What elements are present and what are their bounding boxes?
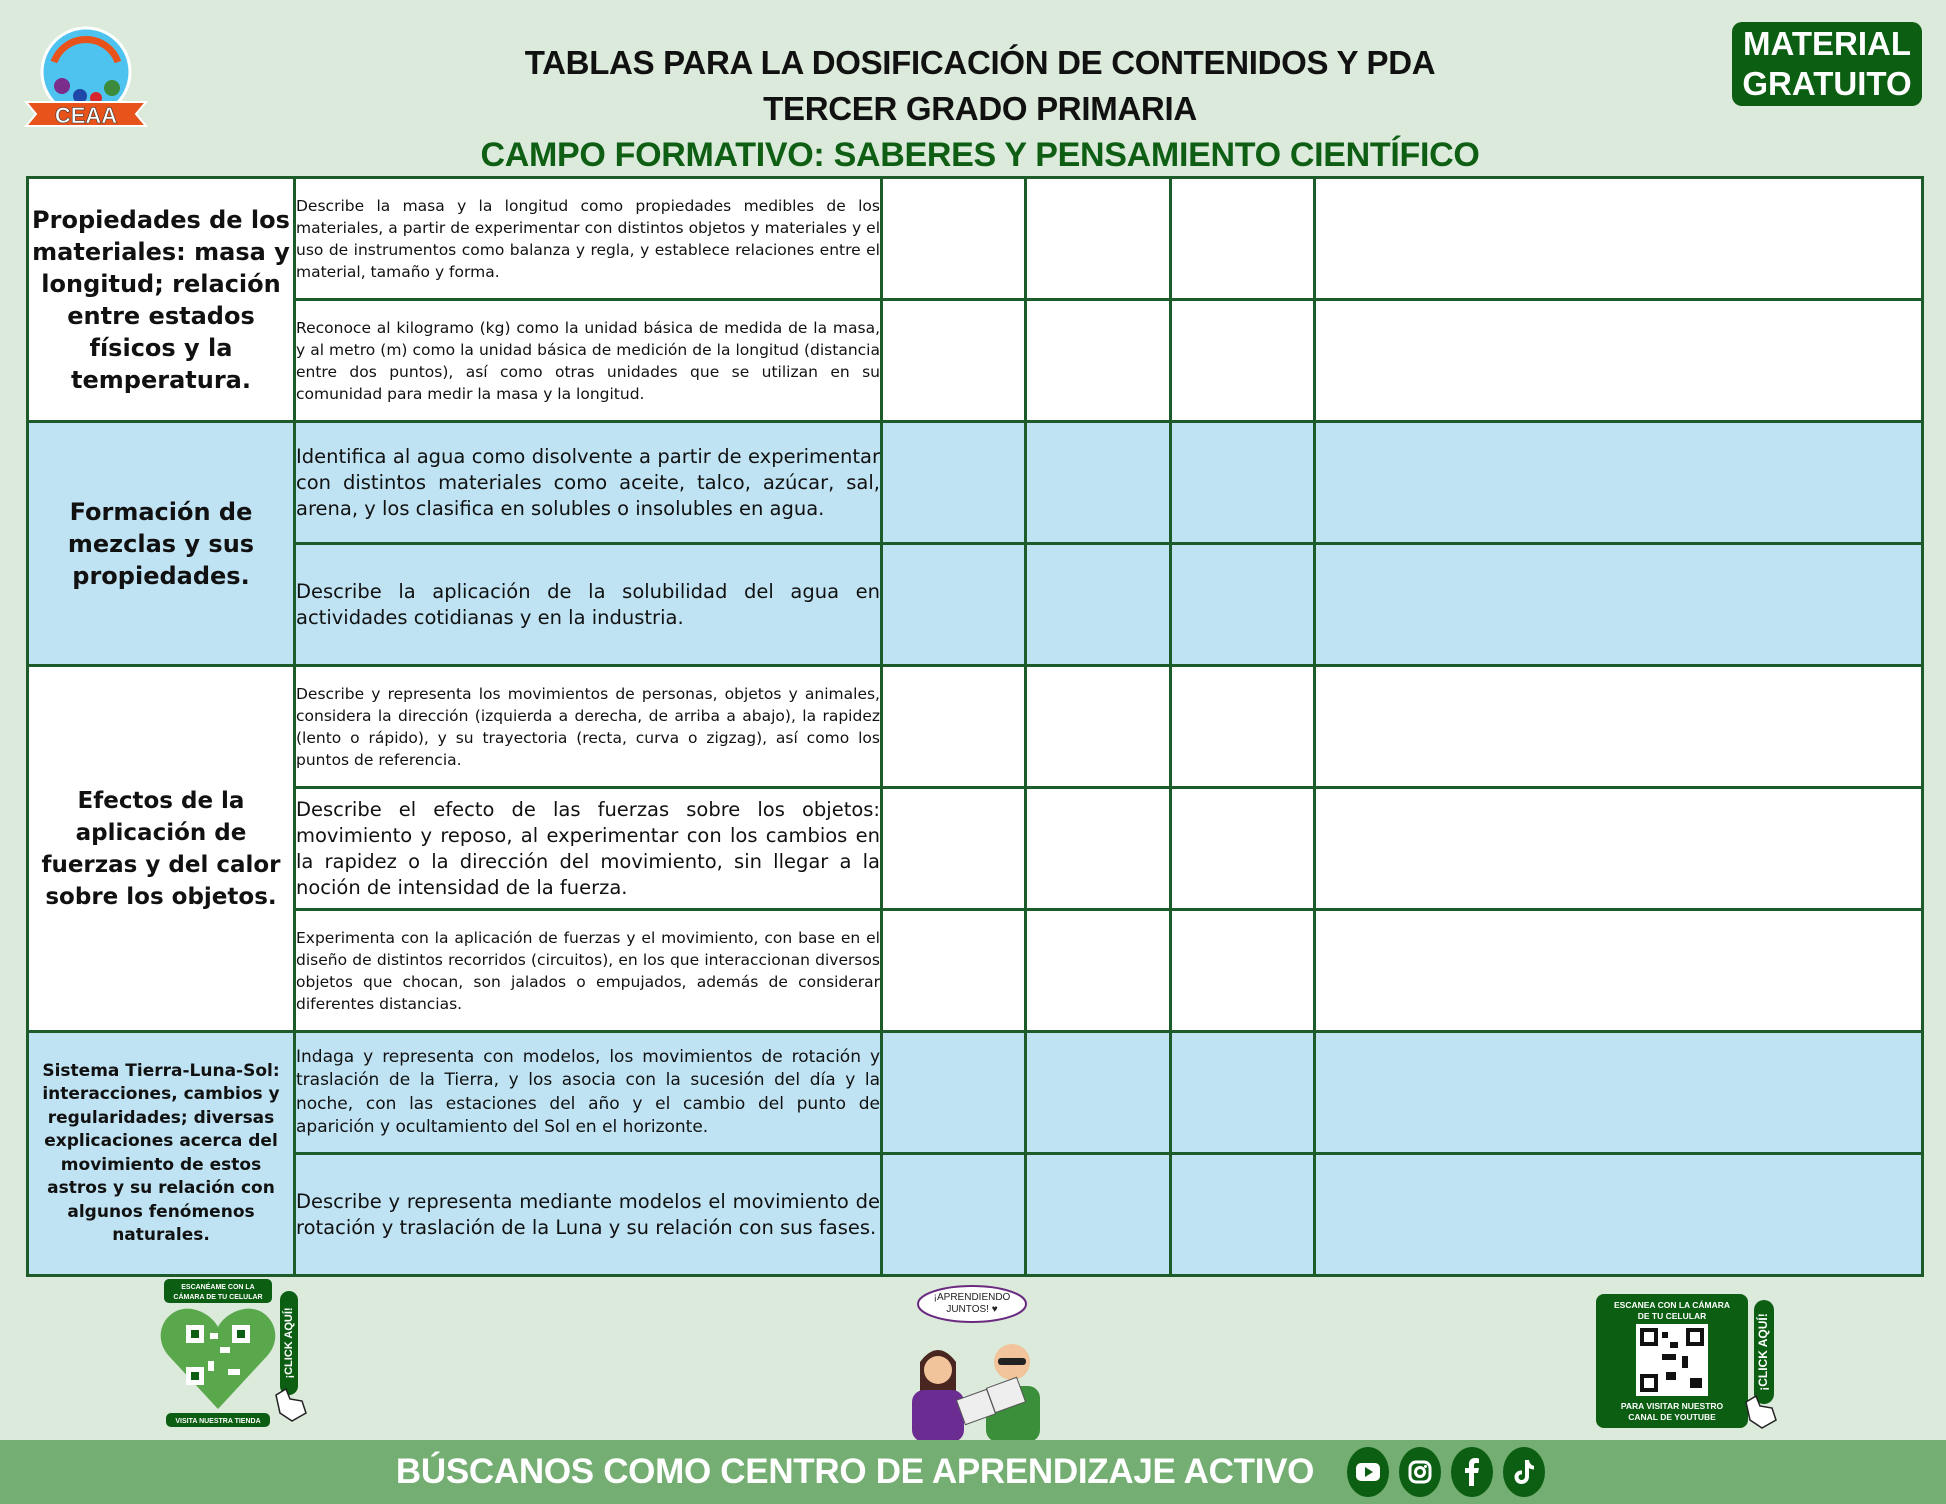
youtube-qr-promo[interactable]	[1596, 1290, 1786, 1430]
empty-cell[interactable]	[1171, 178, 1315, 300]
empty-cell[interactable]	[1315, 788, 1923, 910]
empty-cell[interactable]	[1026, 1032, 1171, 1154]
pda-cell: Describe y representa mediante modelos el movimiento de rotación y traslación de la Luna y su relación con sus fases.	[295, 1154, 882, 1276]
empty-cell[interactable]	[1171, 788, 1315, 910]
empty-cell[interactable]	[1026, 788, 1171, 910]
footer-bar	[0, 1440, 1946, 1504]
empty-cell[interactable]	[1315, 178, 1923, 300]
instagram-icon[interactable]	[1399, 1447, 1441, 1497]
svg-text:JUNTOS! ♥: JUNTOS! ♥	[946, 1304, 998, 1315]
store-qr-top-label: ESCANÉAME CON LA	[181, 1284, 255, 1291]
empty-cell[interactable]	[1315, 1032, 1923, 1154]
svg-text:PARA VISITAR NUESTRO: PARA VISITAR NUESTRO	[1620, 1401, 1724, 1411]
empty-cell[interactable]	[1171, 422, 1315, 544]
empty-cell[interactable]	[1171, 1032, 1315, 1154]
badge-line-2: GRATUITO	[1742, 65, 1912, 102]
topic-cell: Sistema Tierra-Luna-Sol: interacciones, cambios y regularidades; diversas explicaciones acerca del movimiento de estos astros y su relación con algunos fenómenos naturales.	[28, 1032, 295, 1276]
empty-cell[interactable]	[1171, 544, 1315, 666]
empty-cell[interactable]	[1171, 910, 1315, 1032]
table-row	[28, 422, 1923, 544]
topic-cell: Propiedades de los materiales: masa y longitud; relación entre estados físicos y la temperatura.	[28, 178, 295, 422]
empty-cell[interactable]	[1315, 910, 1923, 1032]
dosificacion-table	[26, 176, 1924, 1277]
empty-cell[interactable]	[1315, 1154, 1923, 1276]
empty-cell[interactable]	[1026, 544, 1171, 666]
empty-cell[interactable]	[1315, 544, 1923, 666]
ceaa-logo	[24, 22, 148, 132]
empty-cell[interactable]	[1026, 422, 1171, 544]
table-row	[28, 1032, 1923, 1154]
table-row	[28, 910, 1923, 1032]
empty-cell[interactable]	[882, 910, 1026, 1032]
pda-cell: Describe y representa los movimientos de personas, objetos y animales, considera la dirección (izquierda a derecha, de arriba a abajo), la rapidez (lento o rápido), y su trayectoria (recta, curva o zigzag), así como los puntos de referencia.	[295, 666, 882, 788]
youtube-icon[interactable]	[1347, 1447, 1389, 1497]
page-title-line-1: TABLAS PARA LA DOSIFICACIÓN DE CONTENIDOS Y PDA	[524, 44, 1436, 81]
empty-cell[interactable]	[882, 422, 1026, 544]
empty-cell[interactable]	[1026, 666, 1171, 788]
pda-cell: Reconoce al kilogramo (kg) como la unidad básica de medida de la masa, y al metro (m) como la unidad básica de medición de la longitud (distancia entre dos puntos), así como otras unidades que se utilizan en su comunidad para medir la masa y la longitud.	[295, 300, 882, 422]
empty-cell[interactable]	[882, 788, 1026, 910]
pda-cell: Identifica al agua como disolvente a partir de experimentar con distintos materiales como aceite, talco, azúcar, sal, arena, y los clasifica en solubles o insolubles en agua.	[295, 422, 882, 544]
table-row	[28, 1154, 1923, 1276]
logo-text: CEAA	[54, 103, 118, 128]
mascots-illustration	[890, 1282, 1070, 1442]
store-qr-bottom-label: VISITA NUESTRA TIENDA	[175, 1418, 261, 1425]
empty-cell[interactable]	[882, 178, 1026, 300]
svg-text:DE TU CELULAR: DE TU CELULAR	[1637, 1311, 1707, 1321]
empty-cell[interactable]	[1026, 1154, 1171, 1276]
topic-cell: Formación de mezclas y sus propiedades.	[28, 422, 295, 666]
empty-cell[interactable]	[1171, 300, 1315, 422]
empty-cell[interactable]	[1026, 300, 1171, 422]
empty-cell[interactable]	[882, 300, 1026, 422]
store-click-label: ¡CLICK AQUÍ!	[282, 1307, 295, 1379]
empty-cell[interactable]	[882, 1154, 1026, 1276]
svg-text:CÁMARA DE TU CELULAR: CÁMARA DE TU CELULAR	[173, 1294, 263, 1301]
pda-cell: Experimenta con la aplicación de fuerzas y el movimiento, con base en el diseño de distintos recorridos (circuitos), en los que interaccionan diversos objetos que chocan, son jalados o empujados, además de considerar diferentes distancias.	[295, 910, 882, 1032]
empty-cell[interactable]	[882, 666, 1026, 788]
svg-text:¡APRENDIENDO: ¡APRENDIENDO	[933, 1292, 1011, 1303]
page-title-line-2: TERCER GRADO PRIMARIA	[763, 90, 1197, 127]
page-header	[300, 40, 1660, 178]
pda-cell: Describe la aplicación de la solubilidad del agua en actividades cotidianas y en la industria.	[295, 544, 882, 666]
empty-cell[interactable]	[1171, 1154, 1315, 1276]
pda-cell: Describe el efecto de las fuerzas sobre los objetos: movimiento y reposo, al experimentar con los cambios en la rapidez o la dirección del movimiento, sin llegar a la noción de intensidad de la fuerza.	[295, 788, 882, 910]
badge-line-1: MATERIAL	[1742, 25, 1912, 62]
material-gratuito-badge	[1732, 22, 1922, 106]
topic-cell: Efectos de la aplicación de fuerzas y del calor sobre los objetos.	[28, 666, 295, 1032]
tiktok-icon[interactable]	[1503, 1447, 1545, 1497]
table-row	[28, 544, 1923, 666]
empty-cell[interactable]	[1026, 178, 1171, 300]
heart-qr-icon	[161, 1309, 276, 1409]
table-row	[28, 666, 1923, 788]
footer-text: BÚSCANOS COMO CENTRO DE APRENDIZAJE ACTIVO	[395, 1452, 1315, 1491]
youtube-click-label: ¡CLICK AQUÍ!	[1756, 1313, 1771, 1391]
empty-cell[interactable]	[1315, 300, 1923, 422]
empty-cell[interactable]	[1315, 422, 1923, 544]
campo-formativo-subtitle: CAMPO FORMATIVO: SABERES Y PENSAMIENTO CIENTÍFICO	[480, 136, 1480, 174]
table-row	[28, 178, 1923, 300]
store-qr-promo[interactable]	[158, 1277, 318, 1429]
facebook-icon[interactable]	[1451, 1447, 1493, 1497]
empty-cell[interactable]	[1026, 910, 1171, 1032]
table-row	[28, 300, 1923, 422]
empty-cell[interactable]	[1171, 666, 1315, 788]
empty-cell[interactable]	[1315, 666, 1923, 788]
pda-cell: Indaga y representa con modelos, los movimientos de rotación y traslación de la Tierra, y los asocia con la sucesión del día y la noche, con las estaciones del año y el cambio del punto de aparición y ocultamiento del Sol en el horizonte.	[295, 1032, 882, 1154]
svg-text:ESCANEA CON LA CÁMARA: ESCANEA CON LA CÁMARA	[1613, 1300, 1731, 1310]
svg-text:CANAL DE YOUTUBE: CANAL DE YOUTUBE	[1628, 1412, 1716, 1422]
empty-cell[interactable]	[882, 544, 1026, 666]
table-row	[28, 788, 1923, 910]
empty-cell[interactable]	[882, 1032, 1026, 1154]
pda-cell: Describe la masa y la longitud como propiedades medibles de los materiales, a partir de experimentar con distintos objetos y materiales y el uso de instrumentos como balanza y regla, y establece relaciones entre el material, tamaño y forma.	[295, 178, 882, 300]
